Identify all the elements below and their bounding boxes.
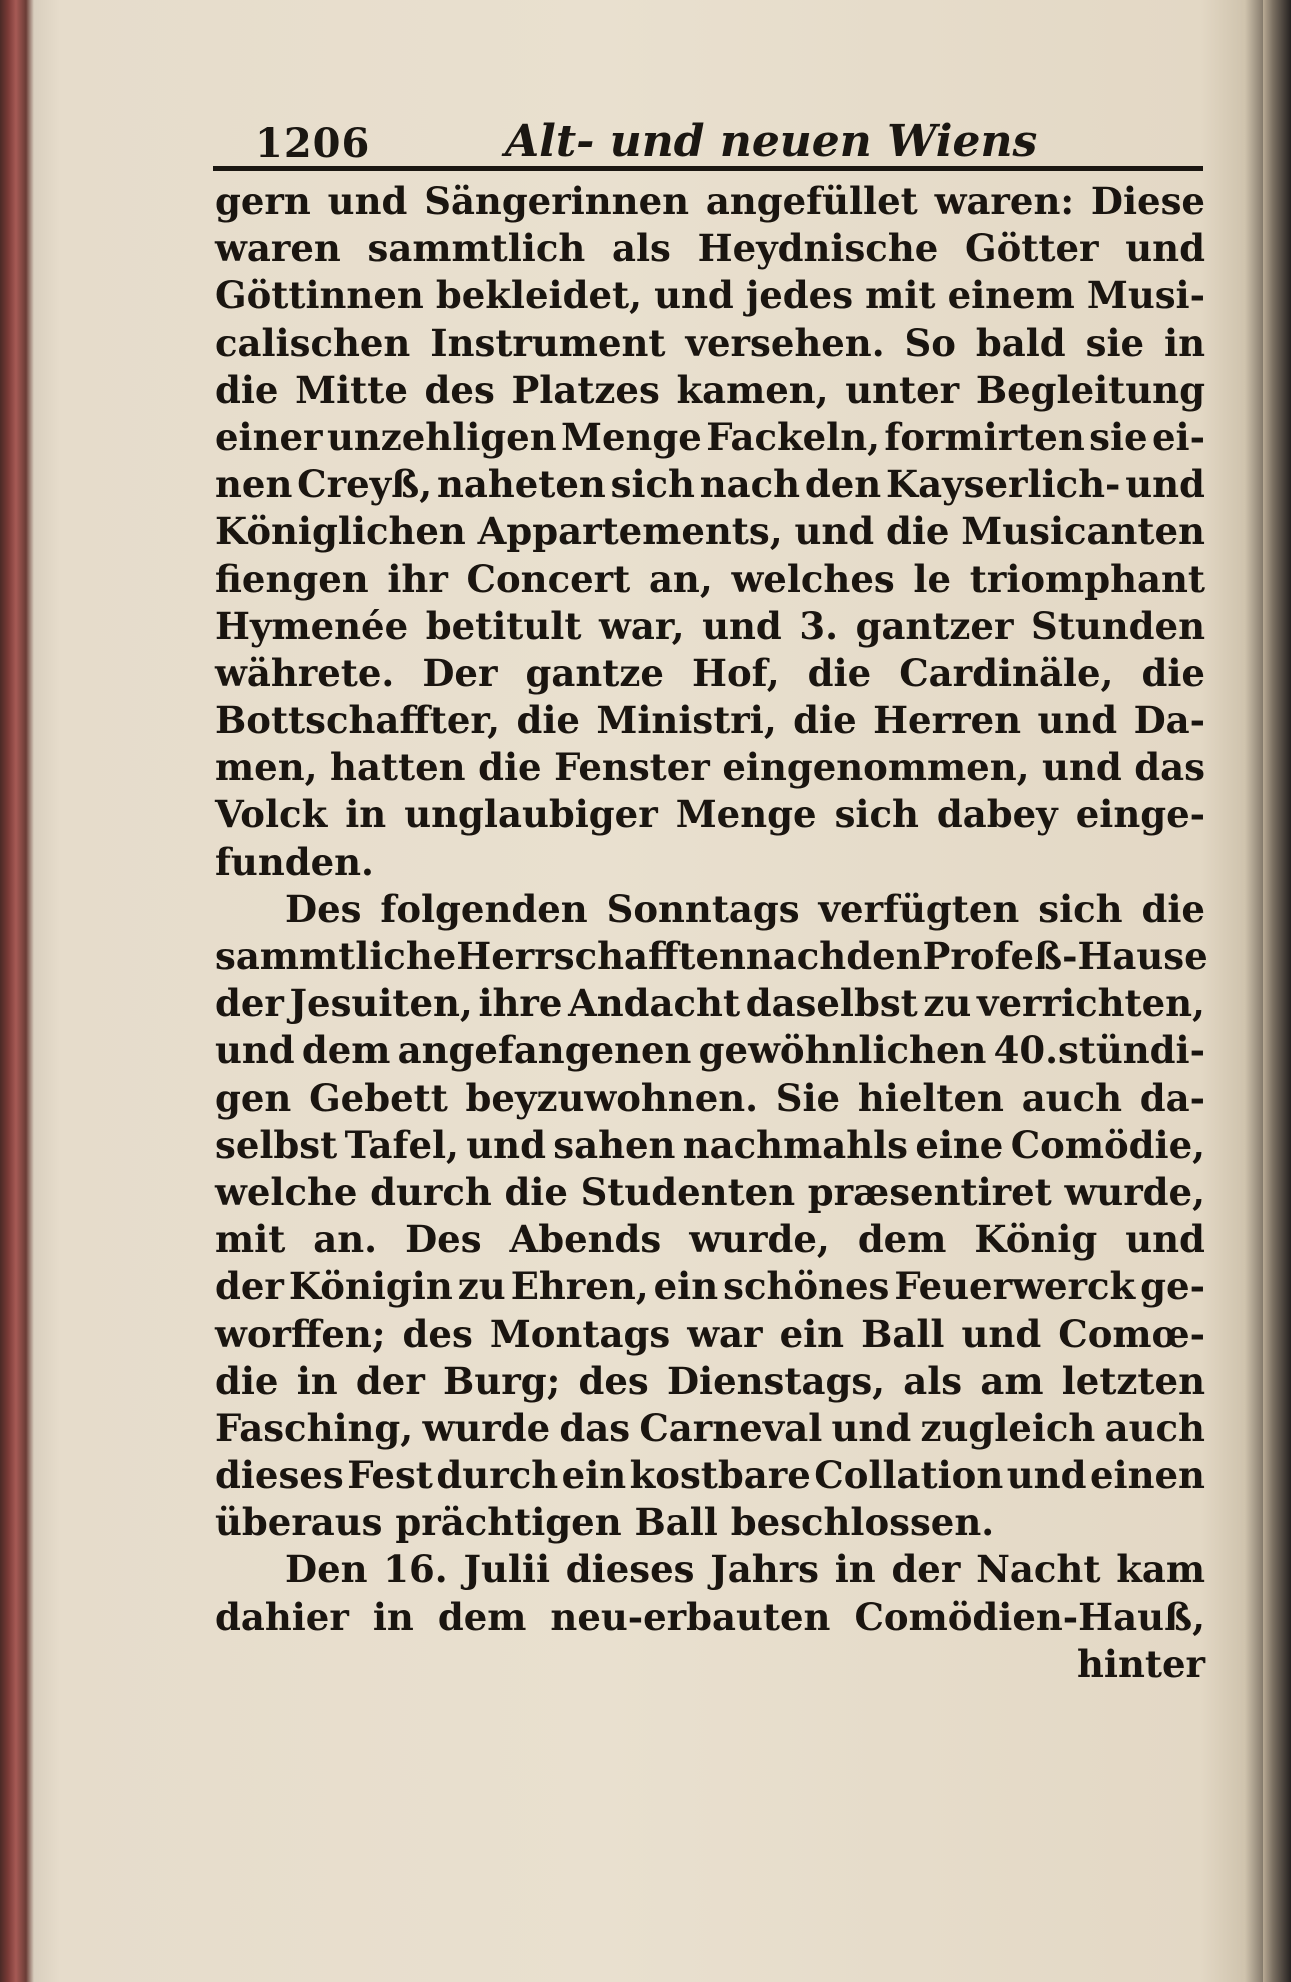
text-line: die in der Burg; des Dienstags, als am letzten (215, 1358, 1205, 1403)
text-line: dahier in dem neu-erbauten Comödien-Hauß, (215, 1594, 1205, 1639)
text-line: fiengen ihr Concert an, welches le triomphant (215, 556, 1205, 601)
text-line: währete. Der gantze Hof, die Cardinäle, die (215, 650, 1205, 695)
text-line: der Jesuiten, ihre Andacht daselbst zu verrichten, (215, 981, 1205, 1026)
text-line: einer unzehligen Menge Fackeln, formirten sie ei- (215, 414, 1205, 459)
text-line: Hymenée betitult war, und 3. gantzer Stunden (215, 603, 1205, 648)
text-line: Fasching, wurde das Carneval und zugleich auch (215, 1405, 1205, 1450)
text-line: men, hatten die Fenster eingenommen, und das (215, 745, 1205, 790)
header-rule (213, 166, 1203, 171)
text-line: Göttinnen bekleidet, und jedes mit einem Musi- (215, 273, 1205, 318)
text-line: Den 16. Julii dieses Jahrs in der Nacht kam (285, 1547, 1205, 1592)
text-line: gen Gebett beyzuwohnen. Sie hielten auch da- (215, 1075, 1205, 1120)
text-line: dieses Fest durch ein kostbare Collation und einen (215, 1453, 1205, 1498)
text-line: Des folgenden Sonntags verfügten sich die (285, 886, 1205, 931)
page-header (255, 112, 1255, 172)
text-line: und dem angefangenen gewöhnlichen 40.stündi- (215, 1028, 1205, 1073)
text-line: welche durch die Studenten præsentiret wurde, (215, 1169, 1205, 1214)
catchword: hinter (1077, 1641, 1205, 1686)
text-line: selbst Tafel, und sahen nachmahls eine Comödie, (215, 1122, 1205, 1167)
text-line: der Königin zu Ehren, ein schönes Feuerwerck ge- (215, 1264, 1205, 1309)
text-line: die Mitte des Platzes kamen, unter Begleitung (215, 367, 1205, 412)
text-line: Bottschaffter, die Ministri, die Herren und Da- (215, 698, 1205, 743)
text-line: waren sammtlich als Heydnische Götter und (215, 226, 1205, 271)
page-number: 1206 (255, 120, 371, 167)
text-line: Volck in unglaubiger Menge sich dabey einge- (215, 792, 1205, 837)
text-line: sammtliche Herrschafften nach den Profeß-Hause (215, 934, 1208, 978)
text-line: nen Creyß, naheten sich nach den Kayserlich- und (215, 462, 1205, 507)
text-line: gern und Sängerinnen angefüllet waren: Diese (215, 179, 1205, 223)
page-edge (1263, 0, 1291, 1982)
text-line: überaus prächtigen Ball beschlossen. (215, 1500, 995, 1545)
running-head: Alt- und neuen Wiens (505, 116, 1038, 167)
text-line: worffen; des Montags war ein Ball und Comœ- (215, 1311, 1205, 1356)
text-line: mit an. Des Abends wurde, dem König und (215, 1217, 1205, 1262)
text-line: funden. (215, 839, 374, 884)
text-line: calischen Instrument versehen. So bald sie in (215, 320, 1205, 365)
page-body (215, 178, 1208, 1688)
text-line: Königlichen Appartements, und die Musicanten (215, 509, 1205, 554)
